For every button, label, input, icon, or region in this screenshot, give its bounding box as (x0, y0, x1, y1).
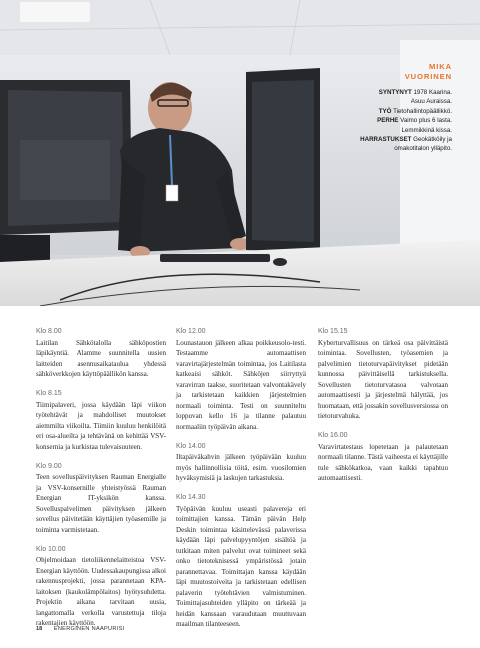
bio-home-line: Asuu Auraissa. (410, 98, 452, 106)
text-column-1 (36, 326, 166, 637)
entry-text: Varavirtatestaus lopetetaan ja palautetaan normaali tilanne. Tästä vaiheesta ei käyttäjille tule sähkökatkoa, vaan kaikki tapahtuu automaattisesti. (318, 442, 448, 482)
bio-work-line (332, 107, 452, 116)
entry-time: Klo 12.00 (176, 328, 206, 335)
bio-born-label: SYNTYNYT (378, 89, 412, 96)
entry-5 (176, 441, 306, 484)
bio-hobby-line (332, 135, 452, 144)
entry-text: Iltapäiväkahvin jälkeen työpäivään kuuluu myös hallinnollisia töitä, esim. vuosilomien hyväksymisiä ja laskujen tarkastuksia. (176, 453, 306, 482)
entry-time: Klo 14.00 (176, 442, 206, 450)
bio-work-label: TYÖ (378, 107, 392, 115)
entry-time: Klo 8.15 (36, 390, 62, 397)
entry-time: Klo 9.00 (36, 462, 62, 470)
entry-time: Klo 16.00 (318, 432, 348, 439)
publication-name: ENERGINEN NAAPURISI (53, 626, 125, 632)
entry-3 (36, 544, 166, 629)
entry-text: Laitilan Sähkötalolla sähköpostien läpikäyntiä. Alamme suunnitella uusien laitteiden asennusaikataulua yhdessä sähköverkkojen käyttöpäällikön kanssa. (36, 338, 166, 378)
entry-4 (176, 326, 306, 432)
entry-text: Tiimipalaveri, jossa käydään läpi viikon työtehtävät ja mahdolliset muutokset aiemmilta viikoilta. Tiimiin kuuluu henkilöitä eri osa-alueilta ja tehtävänä on kehittää VSV-konsernia ja kurkistaa tulevaisuuteen. (36, 400, 166, 451)
bio-work-value: Tietohallintopäällikkö. (393, 107, 452, 115)
entry-6 (176, 492, 306, 630)
bio-family-line-2: Lemmikkinä kissa. (401, 126, 452, 134)
entry-text: Työpäivän kuuluu useasti palavereja eri toimittajien kanssa. Tämän päivän Help Deskin toimintaa käsittelevässä palaverissa käydään läpi palvelupyyntöjen sisältöä ja tutkitaan miten palvelut ovat toimineet sekä onko tietoteknisessä ympäristössä jotain parannettavaa. Toimittajan kanssa käydään läpi muutostoiveita ja tarkistetaan edellisen palaverin työtehtävien valmistuminen. Toimittajasuhteiden ylläpito on tärkeää ja heidän kanssaan varaudutaan muuttuvaan maailman tilanteeseen. (176, 504, 306, 628)
bio-hobby-label: HARRASTUKSET (360, 136, 412, 144)
bio-family-value: Vaimo plus 6 lasta. (400, 117, 452, 125)
bio-hobby-value: Geokätköily ja (413, 136, 452, 144)
entry-time: Klo 8.00 (36, 328, 62, 335)
entry-2 (36, 461, 166, 536)
entry-time: Klo 15.15 (318, 328, 348, 335)
entry-time: Klo 14.30 (176, 494, 206, 501)
page-footer (36, 626, 124, 632)
person-name-first: MIKA (428, 62, 452, 71)
entry-text: Lounastauon jälkeen alkaa poikkeusolo-testi. Testaamme automaattisen varavirtajärjestelmän toimintaa, jos Laitilasta katkeaisi sähköt. Sähköjen siirryttyä varavirran taakse, suoritetaan valvontakävely ja tarkistetaan kaikkien järjestelmien normaali toiminta. Testi on suunniteltu loppuvan kello 16 ja tilanne palautuu normaaliin työpäivän aikana. (176, 338, 306, 431)
page-number: 18 (36, 626, 43, 632)
text-column-3 (318, 326, 448, 492)
entry-1 (36, 388, 166, 452)
bio-family-label: PERHE (377, 117, 399, 125)
entry-text: Teen sovelluspäivityksen Rauman Energialle ja VSV-konsernille yhteistyössä Rauman Energian IT-yksikön kanssa. Sovelluspalvelimen päivityksen jälkeen sovellus päivitetään käyttäjien työasemille ja toiminta varmistetaan. (36, 473, 166, 534)
entry-text: Ohjelmoidaan tietoliikennelaitteistoa VSV-Energian käyttöön. Uudessakaupungissa alkoi rakennusprojekti, jossa parannetaan KPA-laitoksen (kaukolämpölaitos) hyötysuhdetta. Projektin aikana tarvitaan uusia, langattomalla verkolla varustettuja tiloja rakentajien käyttöön. (36, 556, 166, 627)
entry-0 (36, 326, 166, 380)
entry-time: Klo 10.00 (36, 545, 66, 553)
person-name-last: VUORINEN (404, 72, 452, 81)
bio-hobby-line-2: omakotitalon ylläpito. (394, 145, 452, 153)
bio-born-value: 1978 Kaarina. (413, 89, 452, 96)
bio-born-line (332, 88, 452, 97)
text-column-2 (176, 326, 306, 638)
entry-8 (318, 430, 448, 484)
bio-details (332, 88, 452, 154)
bio-family-line (332, 116, 452, 125)
entry-text: Kyberturvallisuus on tärkeä osa päivittäistä toimintaa. Sovellusten, työasemien ja palvelimien tietoturvapäivitykset pidetään kunnossa päivittäisellä tarkistuksella. Sovellusten tietoturvatasoa valvotaan automaattisesti ja järjestelmä hälyttää, jos huomataan, että jossakin sovellusversiossa on tietoturvahuka. (318, 338, 448, 420)
bio-box (332, 62, 452, 154)
entry-7 (318, 326, 448, 422)
